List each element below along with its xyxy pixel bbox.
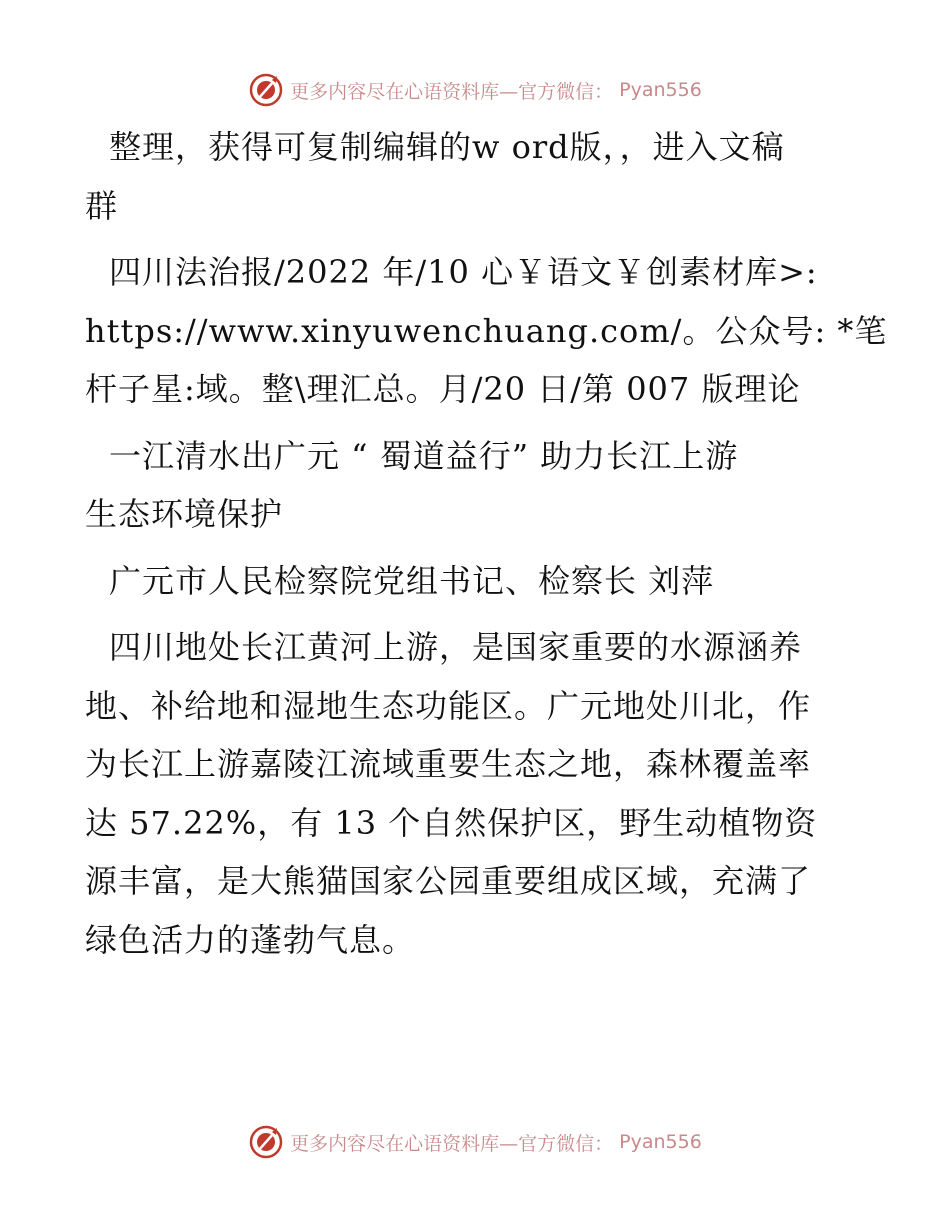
text-line: 源丰富，是大熊猫国家公园重要组成区域，充满了 [85,862,812,900]
paragraph-author [97,552,857,611]
red-seal-pen-icon [248,72,284,108]
text-line: 地、补给地和湿地生态功能区。广元地处川北，作 [85,686,812,725]
paragraph-body [85,618,857,969]
text-line: 为长江上游嘉陵江流域重要生态之地，森林覆盖率 [85,745,812,783]
header-watermark [0,72,950,108]
red-seal-pen-icon [248,1124,284,1160]
watermark-wechat-id: Pyan556 [619,79,702,101]
text-line: 杆子星:域。整\理汇总。月/20 日/第 007 版理论 [85,370,801,408]
text-line: 绿色活力的蓬勃气息。 [85,920,416,959]
text-line: 整理，获得可复制编辑的w ord版，，进入文稿 [109,128,785,166]
paragraph-intro [85,118,857,235]
paragraph-title [85,427,857,544]
text-line: https://www.xinyuwenchuang.com/。公众号: *笔 [85,311,888,350]
watermark-wechat-id: Pyan556 [619,1131,702,1153]
watermark-cn-text: 更多内容尽在心语资料库—官方微信： [290,80,614,103]
footer-watermark [0,1124,950,1160]
text-line: 四川地处长江黄河上游，是国家重要的水源涵养 [109,628,803,666]
text-line: 一江清水出广元 “ 蜀道益行” 助力长江上游 [109,436,739,475]
text-line: 广元市人民检察院党组书记、检察长 刘萍 [109,561,715,600]
text-line: 达 57.22%，有 13 个自然保护区，野生动植物资 [85,803,818,842]
watermark-cn-text: 更多内容尽在心语资料库—官方微信： [290,1132,614,1155]
text-line: 四川法治报/2022 年/10 心￥语文￥创素材库>: [109,253,818,291]
paragraph-source [85,243,888,419]
text-line: 生态环境保护 [85,495,284,533]
document-body [85,118,888,977]
text-line: 群 [85,186,119,225]
